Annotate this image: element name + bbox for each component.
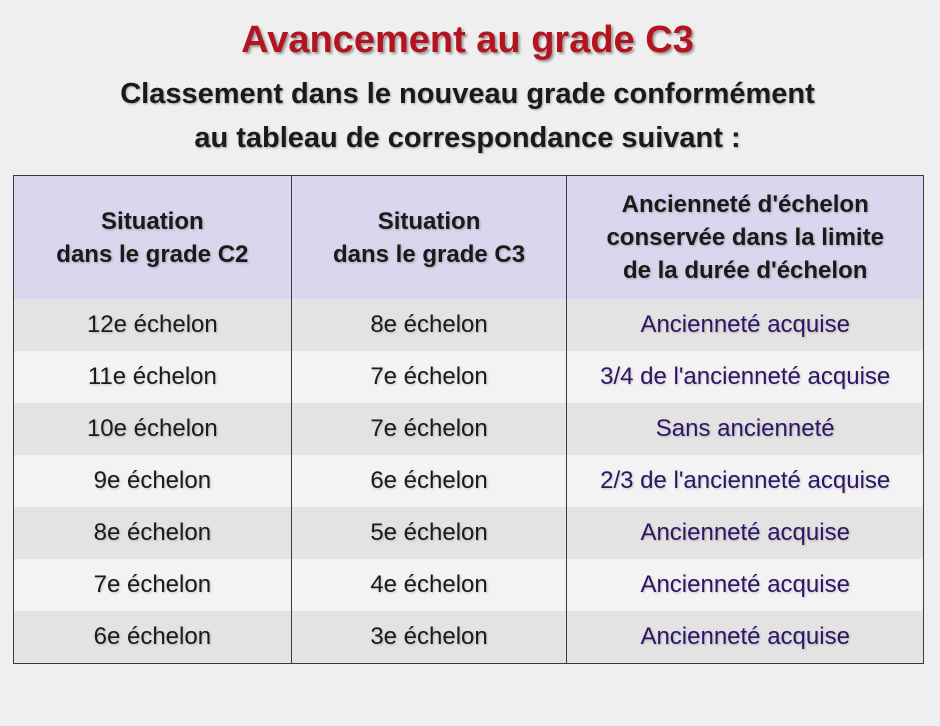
cell-anciennete: Ancienneté acquise: [567, 507, 924, 559]
cell-anciennete: Ancienneté acquise: [567, 299, 924, 351]
cell-anciennete: 2/3 de l'ancienneté acquise: [567, 455, 924, 507]
header-line: Situation: [377, 207, 481, 235]
cell-grade-c3: 7e échelon: [291, 403, 567, 455]
header-situation-c2: [14, 176, 292, 300]
header-anciennete: [567, 176, 924, 300]
cell-grade-c2: 10e échelon: [14, 403, 292, 455]
cell-grade-c2: 8e échelon: [14, 507, 292, 559]
table-row: [14, 299, 924, 351]
table-row: [14, 351, 924, 403]
cell-grade-c3: 8e échelon: [291, 299, 567, 351]
header-line: Ancienneté d'échelon: [621, 191, 869, 218]
cell-grade-c2: 6e échelon: [14, 611, 292, 664]
subtitle-line-2: au tableau de correspondance suivant :: [194, 122, 741, 154]
header-line: de la durée d'échelon: [622, 257, 868, 284]
table-row: [14, 455, 924, 507]
header-line: Situation: [101, 207, 204, 235]
correspondence-table: [13, 175, 924, 664]
header-situation-c3: [291, 176, 567, 300]
header-line: dans le grade C3: [332, 240, 526, 268]
cell-grade-c3: 6e échelon: [291, 455, 567, 507]
cell-anciennete: Sans ancienneté: [567, 403, 924, 455]
cell-anciennete: Ancienneté acquise: [567, 611, 924, 664]
cell-anciennete: Ancienneté acquise: [567, 559, 924, 611]
cell-grade-c3: 7e échelon: [291, 351, 567, 403]
table-row: [14, 559, 924, 611]
cell-grade-c3: 5e échelon: [291, 507, 567, 559]
cell-grade-c3: 4e échelon: [291, 559, 567, 611]
cell-anciennete: 3/4 de l'ancienneté acquise: [567, 351, 924, 403]
subtitle-line-1: Classement dans le nouveau grade conformément: [120, 78, 815, 110]
cell-grade-c2: 12e échelon: [14, 299, 292, 351]
table-row: [14, 403, 924, 455]
table-header-row: [14, 176, 924, 300]
header-line: conservée dans la limite: [606, 224, 884, 251]
table-row: [14, 507, 924, 559]
page-title: Avancement au grade C3: [241, 19, 694, 61]
cell-grade-c2: 7e échelon: [14, 559, 292, 611]
cell-grade-c3: 3e échelon: [291, 611, 567, 664]
header-line: dans le grade C2: [56, 240, 249, 268]
cell-grade-c2: 11e échelon: [14, 351, 292, 403]
cell-grade-c2: 9e échelon: [14, 455, 292, 507]
table-row: [14, 611, 924, 664]
